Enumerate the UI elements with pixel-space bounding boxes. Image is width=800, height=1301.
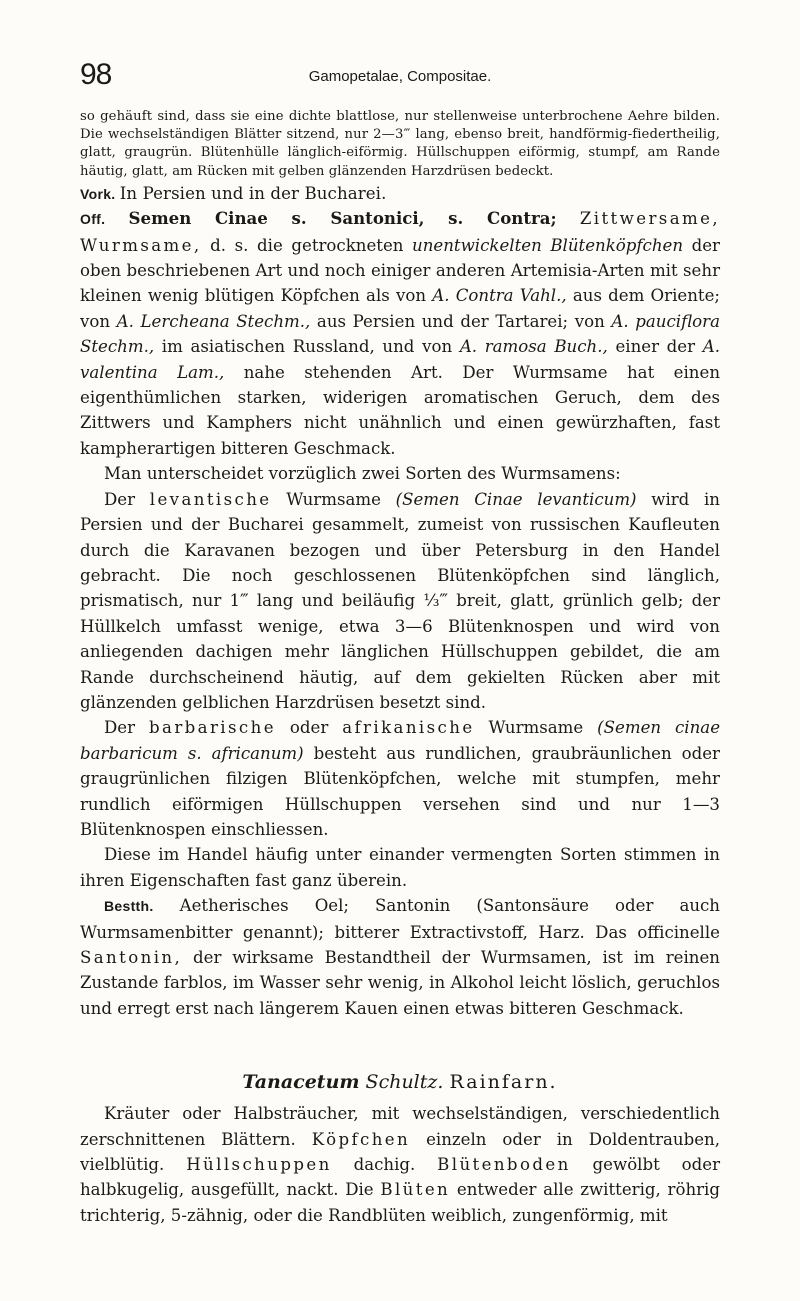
text-run: aus dem Oriente; von (80, 286, 720, 331)
text-run: im asiatischen Russland, und von (161, 337, 453, 357)
sorts-paragraph: Man unterscheidet vorzüglich zwei Sorten des Wurmsamens: (104, 464, 621, 484)
genus-description-paragraph (80, 1101, 720, 1228)
text-run: oder (289, 718, 329, 738)
text-run: aus Persien und der Tartarei; von (316, 311, 605, 331)
page-header (80, 58, 720, 98)
genus-common-name: Rainfarn. (449, 1071, 558, 1094)
description-paragraph: so gehäuft sind, dass sie eine dichte blattlose, nur stellenweise unterbrochene Aehre bilden. Die wechselständigen Blätter sitzend, nur 2—3‴ lang, ebenso breit, handförmig-fiedertheilig, glatt, graugrün. Blütenhülle länglich-eiförmig. Hüllschuppen eiförmig, stumpf, am Rande häutig, glatt, am Rücken mit gelben glänzenden Harzdrüsen bedeckt. (80, 109, 720, 179)
genus-author: Schultz. (365, 1071, 444, 1094)
barbaric-paragraph (80, 715, 720, 842)
page-body (80, 108, 720, 1228)
text-run: Aetherisches Oel; Santonin (Santonsäure oder auch Wurmsamenbitter genannt); bitterer Extractivstoff, Harz. Das officinelle (80, 896, 720, 942)
latin-name: (Semen cinae barbaricum s. africanum) (80, 718, 721, 763)
occurrence-paragraph (80, 181, 720, 206)
page-number: 98 (80, 58, 112, 91)
text-run: der wirksame Bestandtheil der Wurmsamen, ist im reinen Zustande farblos, im Wasser sehr wenig, in Alkohol leicht löslich, geruchlos und erregt erst nach längerem Kauen einen etwas bitteren Geschmack. (80, 948, 720, 1018)
drug-title: Semen Cinae s. Santonici, s. Contra; (128, 208, 557, 229)
text-run: Der (104, 489, 136, 509)
text-run: dachig. (353, 1155, 416, 1175)
species-name: A. Contra Vahl., (432, 286, 567, 306)
text-run: gewölbt oder halbkugelig, ausgefüllt, nackt. Die (80, 1155, 721, 1200)
text-run: Wurmsame (286, 489, 381, 509)
constituents-paragraph (80, 893, 720, 1021)
species-name: A. valentina Lam., (80, 337, 720, 382)
occurrence-mark: Vork. (80, 185, 116, 202)
spaced-term: Hüllschuppen (186, 1155, 332, 1175)
text-run: nahe stehenden Art. Der Wurmsame hat einen eigenthümlichen starken, widerigen aromatischen Geruch, dem des Zittwers und Kamphers nicht unähnlich und einen gewürzhaften, fast kampherartigen bitteren Geschmack. (80, 362, 721, 458)
spaced-term: levantische (149, 489, 272, 509)
constituents-mark: Bestth. (104, 898, 154, 915)
species-name: A. ramosa Buch., (459, 337, 608, 357)
italic-run: unentwickelten Blütenköpfchen (412, 235, 684, 255)
officinal-paragraph (80, 206, 720, 461)
latin-name: (Semen Cinae levanticum) (395, 489, 637, 509)
text-run: der oben beschriebenen Art und noch einiger anderen Artemisia-Arten mit sehr kleinen wenig blütigen Köpfchen als von (80, 235, 720, 306)
drug-common-names: Zittwersame, Wurmsame, (80, 209, 721, 255)
spaced-term: afrikanische (342, 718, 475, 738)
text-run: wird in Persien und der Bucharei gesammelt, zumeist von russischen Kaufleuten durch die Karavanen bezogen und über Petersburg in den Handel gebracht. Die noch geschlossenen Blütenköpfchen sind länglich, prismatisch, nur 1‴ lang und beiläufig ⅓‴ breit, glatt, grünlich gelb; der Hüllkelch umfasst wenige, etwa 3—6 Blütenknospen und wird von anliegenden dachigen mehr länglichen Hüllschuppen gebildet, die am Rande durchscheinend häutig, auf dem gekielten Rücken aber mit glänzenden gelblichen Harzdrüsen besetzt sind. (80, 489, 720, 712)
species-name: A. Lercheana Stechm., (116, 311, 311, 331)
text-run: d. s. die getrockneten (210, 235, 404, 255)
genus-name: Tanacetum (242, 1071, 360, 1094)
trade-paragraph: Diese im Handel häufig unter einander vermengten Sorten stimmen in ihren Eigenschaften fast ganz überein. (80, 845, 720, 890)
text-run: entweder alle zwitterig, röhrig trichterig, 5-zähnig, oder die Randblüten weiblich, zungenförmig, mit (80, 1180, 720, 1225)
text-run: Wurmsame (488, 718, 584, 738)
levantine-paragraph (80, 487, 720, 716)
species-name: A. pauciflora Stechm., (80, 311, 720, 357)
spaced-term: barbarische (149, 718, 276, 738)
text-run: einzeln oder in Doldentrauben, vielblütig. (80, 1129, 721, 1175)
text-run: Der (104, 718, 136, 738)
genus-heading (80, 1071, 720, 1093)
spaced-term: Santonin, (80, 948, 183, 967)
spaced-term: Köpfchen (311, 1129, 411, 1149)
occurrence-text: In Persien und in der Bucharei. (119, 183, 387, 203)
text-run: besteht aus rundlichen, graubräunlichen oder graugrünlichen filzigen Blütenköpfchen, welche mit stumpfen, mehr rundlich eiförmigen Hüllschuppen versehen sind und nur 1—3 Blütenknospen einschliessen. (80, 743, 720, 839)
text-run: Kräuter oder Halbsträucher, mit wechselständigen, verschiedentlich zerschnittenen Blättern. (80, 1104, 720, 1149)
running-head: Gamopetalae, Compositae. (308, 68, 492, 85)
officinal-mark: Off. (80, 211, 106, 228)
spaced-term: Blütenboden (437, 1155, 571, 1175)
spaced-term: Blüten (380, 1180, 451, 1200)
text-run: einer der (615, 337, 696, 357)
